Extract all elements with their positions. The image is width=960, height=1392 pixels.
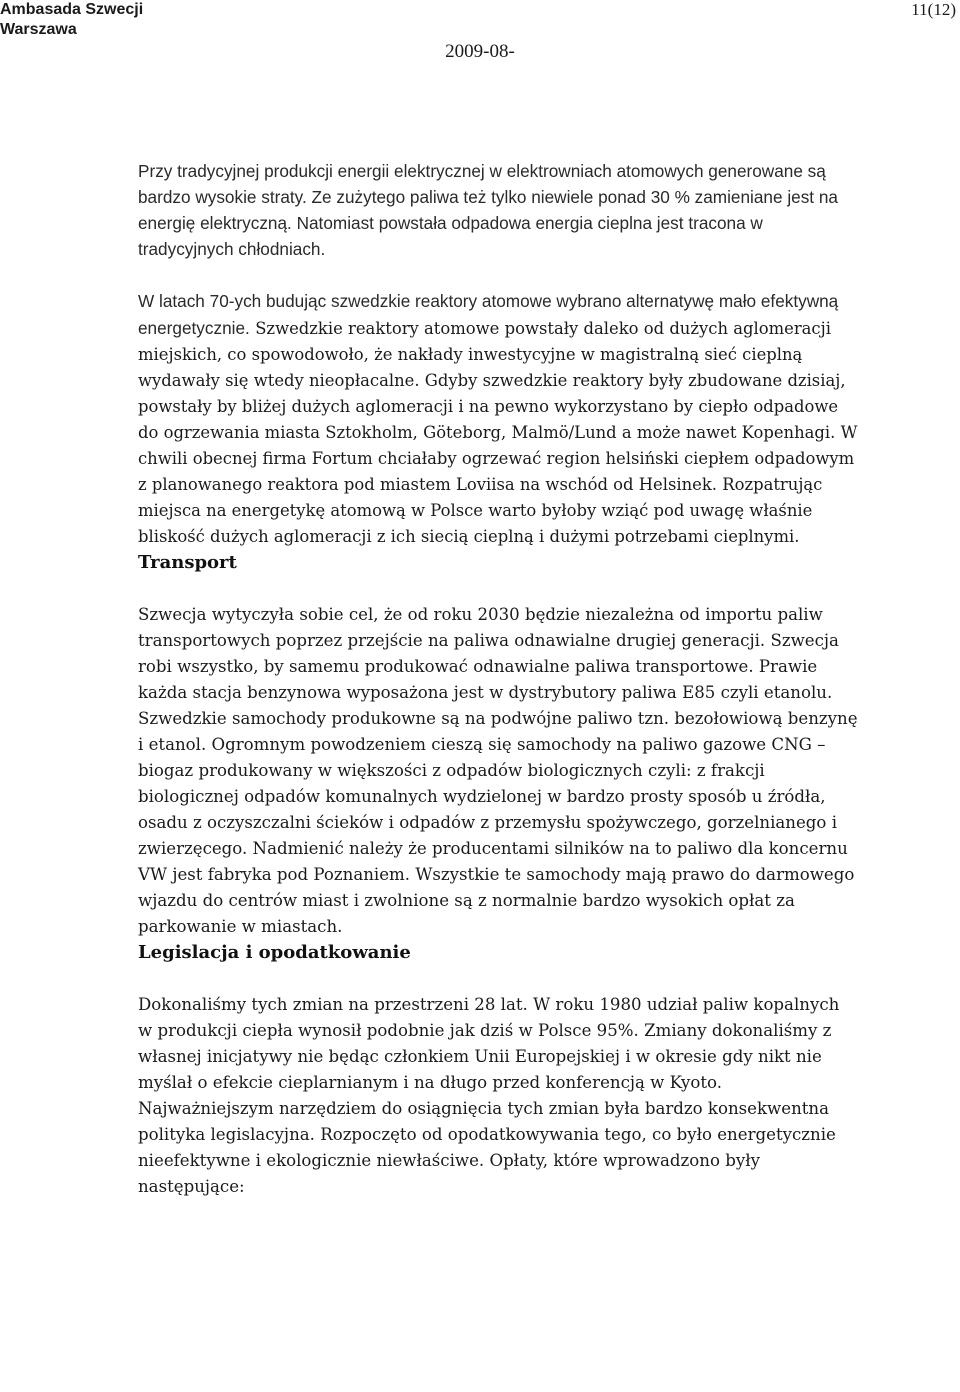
document-body <box>138 158 858 1200</box>
paragraph-transport: Szwecja wytyczyła sobie cel, że od roku 2030 będzie niezależna od importu paliw transportowych poprzez przejście na paliwa odnawialne drugiej generacji. Szwecja robi wszystko, by samemu produkować odnawialne paliwa transportowe. Prawie każda stacja benzynowa wyposażona jest w dystrybutory paliwa E85 czyli etanolu. Szwedzkie samochody produkowne są na podwójne paliwo tzn. bezołowiową benzynę i etanol. Ogromnym powodzeniem cieszą się samochody na paliwo gazowe CNG – biogaz produkowany w większości z odpadów biologicznych czyli: z frakcji biologicznej odpadów komunalnych wydzielonej w bardzo prosty sposób u źródła, osadu z oczyszczalni ścieków i odpadów z przemysłu spożywczego, gorzelnianego i zwierzęcego. Nadmienić należy że producentami silników na to paliwo dla koncernu VW jest fabryka pod Poznaniem. Wszystkie te samochody mają prawo do darmowego wjazdu do centrów miast i zwolnione są z normalnie bardzo wysokich opłat za parkowanie w miastach. <box>138 605 858 936</box>
paragraph-swedish-reactors <box>138 288 858 550</box>
section-heading-transport: Transport <box>138 552 237 573</box>
paragraph-heat-losses: Przy tradycyjnej produkcji energii elektrycznej w elektrowniach atomowych generowane są bardzo wysokie straty. Ze zużytego paliwa też tylko niewiele ponad 30 % zamieniane jest na energię elektryczną. Natomiast powstała odpadowa energia cieplna jest tracona w tradycyjnych chłodniach. <box>138 161 838 259</box>
paragraph-legislation: Dokonaliśmy tych zmian na przestrzeni 28 lat. W roku 1980 udział paliw kopalnych w produkcji ciepła wynosił podobnie jak dziś w Polsce 95%. Zmiany dokonaliśmy z własnej inicjatywy nie będąc członkiem Unii Europejskiej i w okresie gdy nikt nie myślał o efekcie cieplarnianym i na długo przed konferencją w Kyoto. Najważniejszym narzędziem do osiągnięcia tych zmian była bardzo konsekwentna polityka legislacyjna. Rozpoczęto od opodatkowywania tego, co było energetycznie nieefektywne i ekologicznie niewłaściwe. Opłaty, które wprowadzono były następujące: <box>138 995 840 1196</box>
paragraph-lead-text: W latach 70-ych budując szwedzkie reaktory atomowe wybrano alternatywę mało efektywną energetycznie. <box>138 291 839 338</box>
org-city: Warszawa <box>0 21 77 38</box>
page-header <box>0 0 960 70</box>
document-date: 2009-08- <box>445 41 515 62</box>
page-number: 11(12) <box>911 0 956 19</box>
paragraph-body-text: Szwedzkie reaktory atomowe powstały daleko od dużych aglomeracji miejskich, co spowodowoło, że nakłady inwestycyjne w magistralną sieć cieplną wydawały się wtedy nieopłacalne. Gdyby szwedzkie reaktory były zbudowane dzisiaj, powstały by bliżej dużych aglomeracji i na pewno wykorzystano by ciepło odpadowe do ogrzewania miasta Sztokholm, Göteborg, Malmö/Lund a może nawet Kopenhagi. W chwili obecnej firma Fortum chciałaby ogrzewać region helsiński ciepłem odpadowym z planowanego reaktora pod miastem Loviisa na wschód od Helsinek. Rozpatrując miejsca na energetykę atomową w Polsce warto byłoby wziąć pod uwagę właśnie bliskość dużych aglomeracji z ich siecią cieplną i dużymi potrzebami cieplnymi. <box>138 319 858 546</box>
org-name: Ambasada Szwecji <box>0 1 144 18</box>
section-heading-legislation: Legislacja i opodatkowanie <box>138 942 411 963</box>
